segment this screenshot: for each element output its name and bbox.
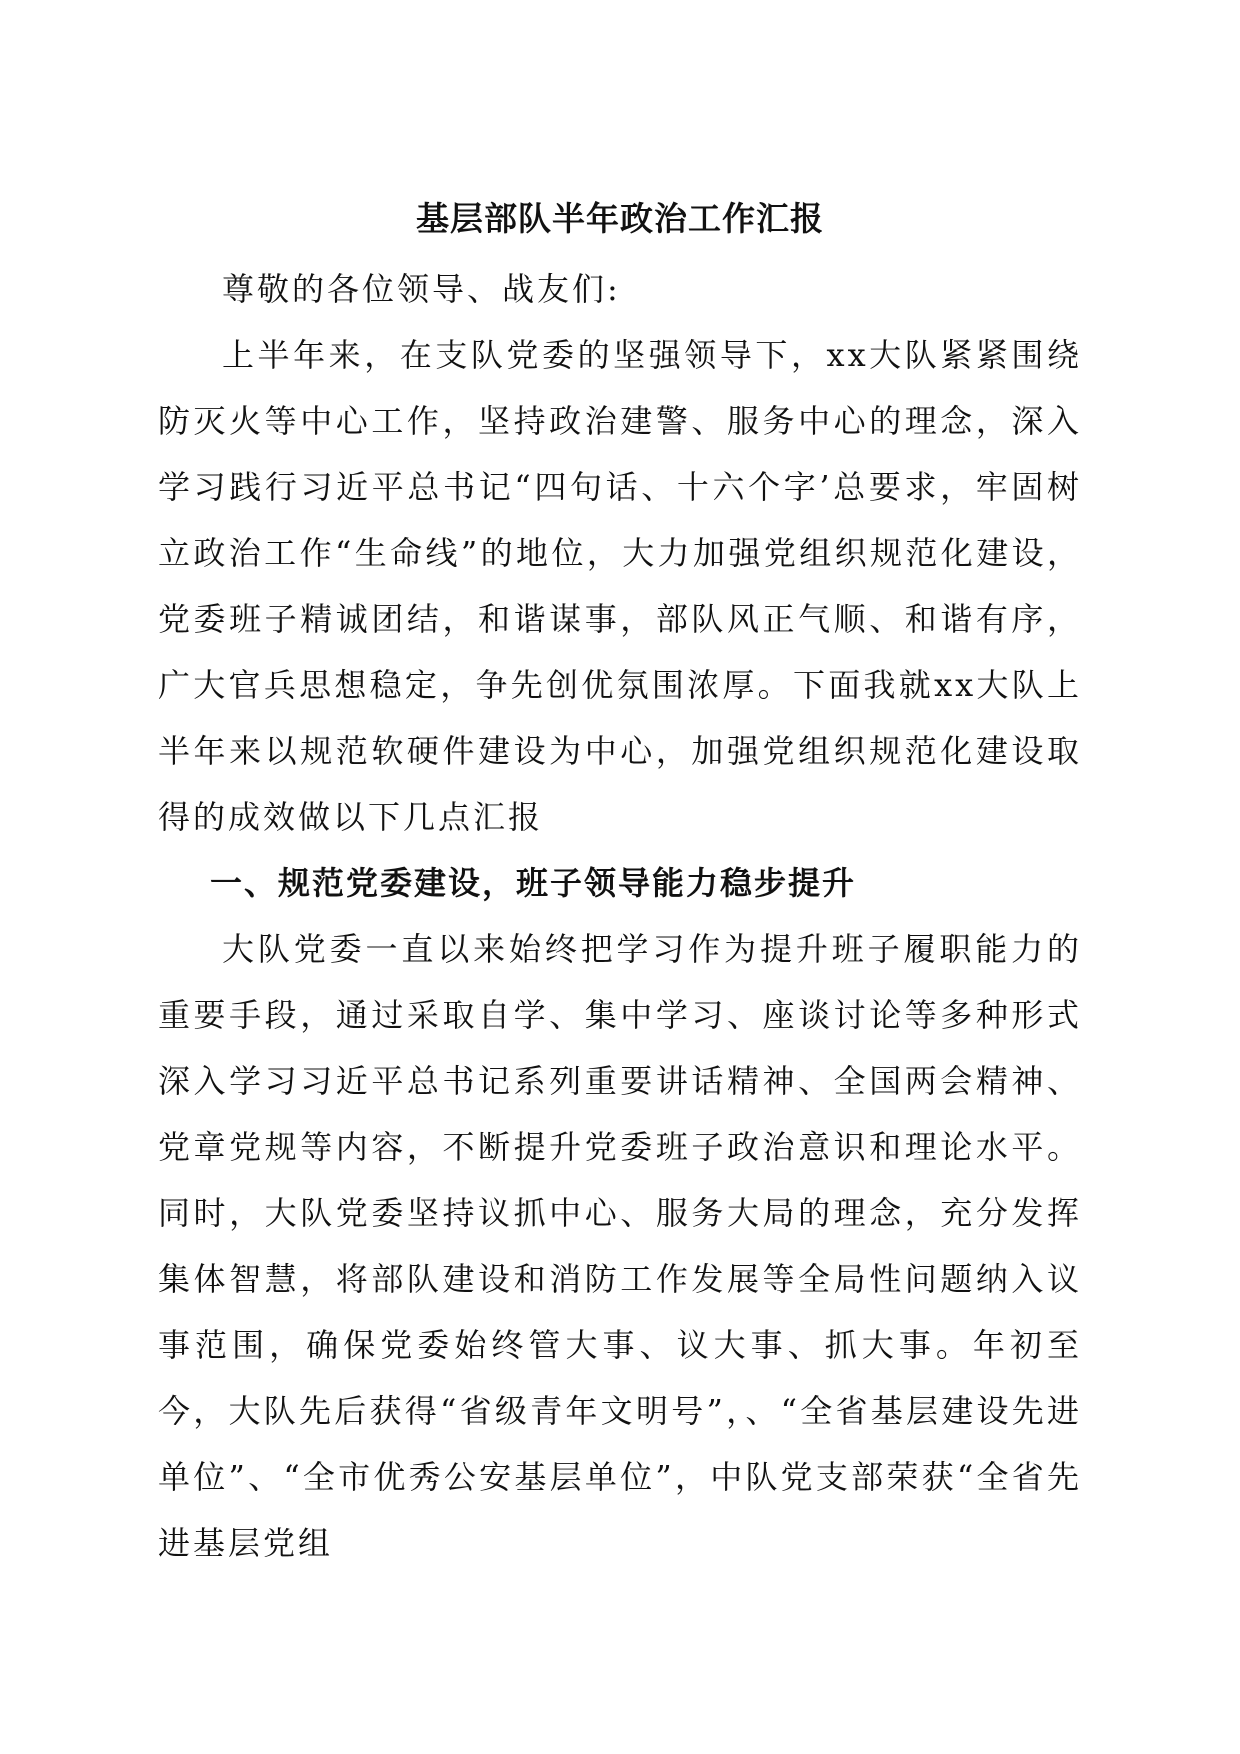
salutation: 尊敬的各位领导、战友们: <box>222 270 621 308</box>
section-1-paragraph: 大队党委一直以来始终把学习作为提升班子履职能力的重要手段，通过采取自学、集中学习、座谈讨论等多种形式深入学习习近平总书记系列重要讲话精神、全国两会精神、党章党规等内容，不断提升党委班子政治意识和理论水平。同时，大队党委坚持议抓中心、服务大局的理念，充分发挥集体智慧，将部队建设和消防工作发展等全局性问题纳入议事范围，确保党委始终管大事、议大事、抓大事。年初至今，大队先后获得“省级青年文明号”，、“全省基层建设先进单位”、“全市优秀公安基层单位”，中队党支部荣获“全省先进基层党组 <box>158 930 1082 1562</box>
document-title: 基层部队半年政治工作汇报 <box>416 199 824 238</box>
document-page <box>158 0 1082 1754</box>
section-heading-1: 一、规范党委建设，班子领导能力稳步提升 <box>210 864 857 902</box>
intro-paragraph: 上半年来，在支队党委的坚强领导下，xx大队紧紧围绕防灭火等中心工作，坚持政治建警、服务中心的理念，深入学习践行习近平总书记“四句话、十六个字’总要求，牢固树立政治工作“生命线”的地位，大力加强党组织规范化建设，党委班子精诚团结，和谐谋事，部队风正气顺、和谐有序，广大官兵思想稳定，争先创优氛围浓厚。下面我就xx大队上半年来以规范软硬件建设为中心，加强党组织规范化建设取得的成效做以下几点汇报 <box>158 336 1082 836</box>
